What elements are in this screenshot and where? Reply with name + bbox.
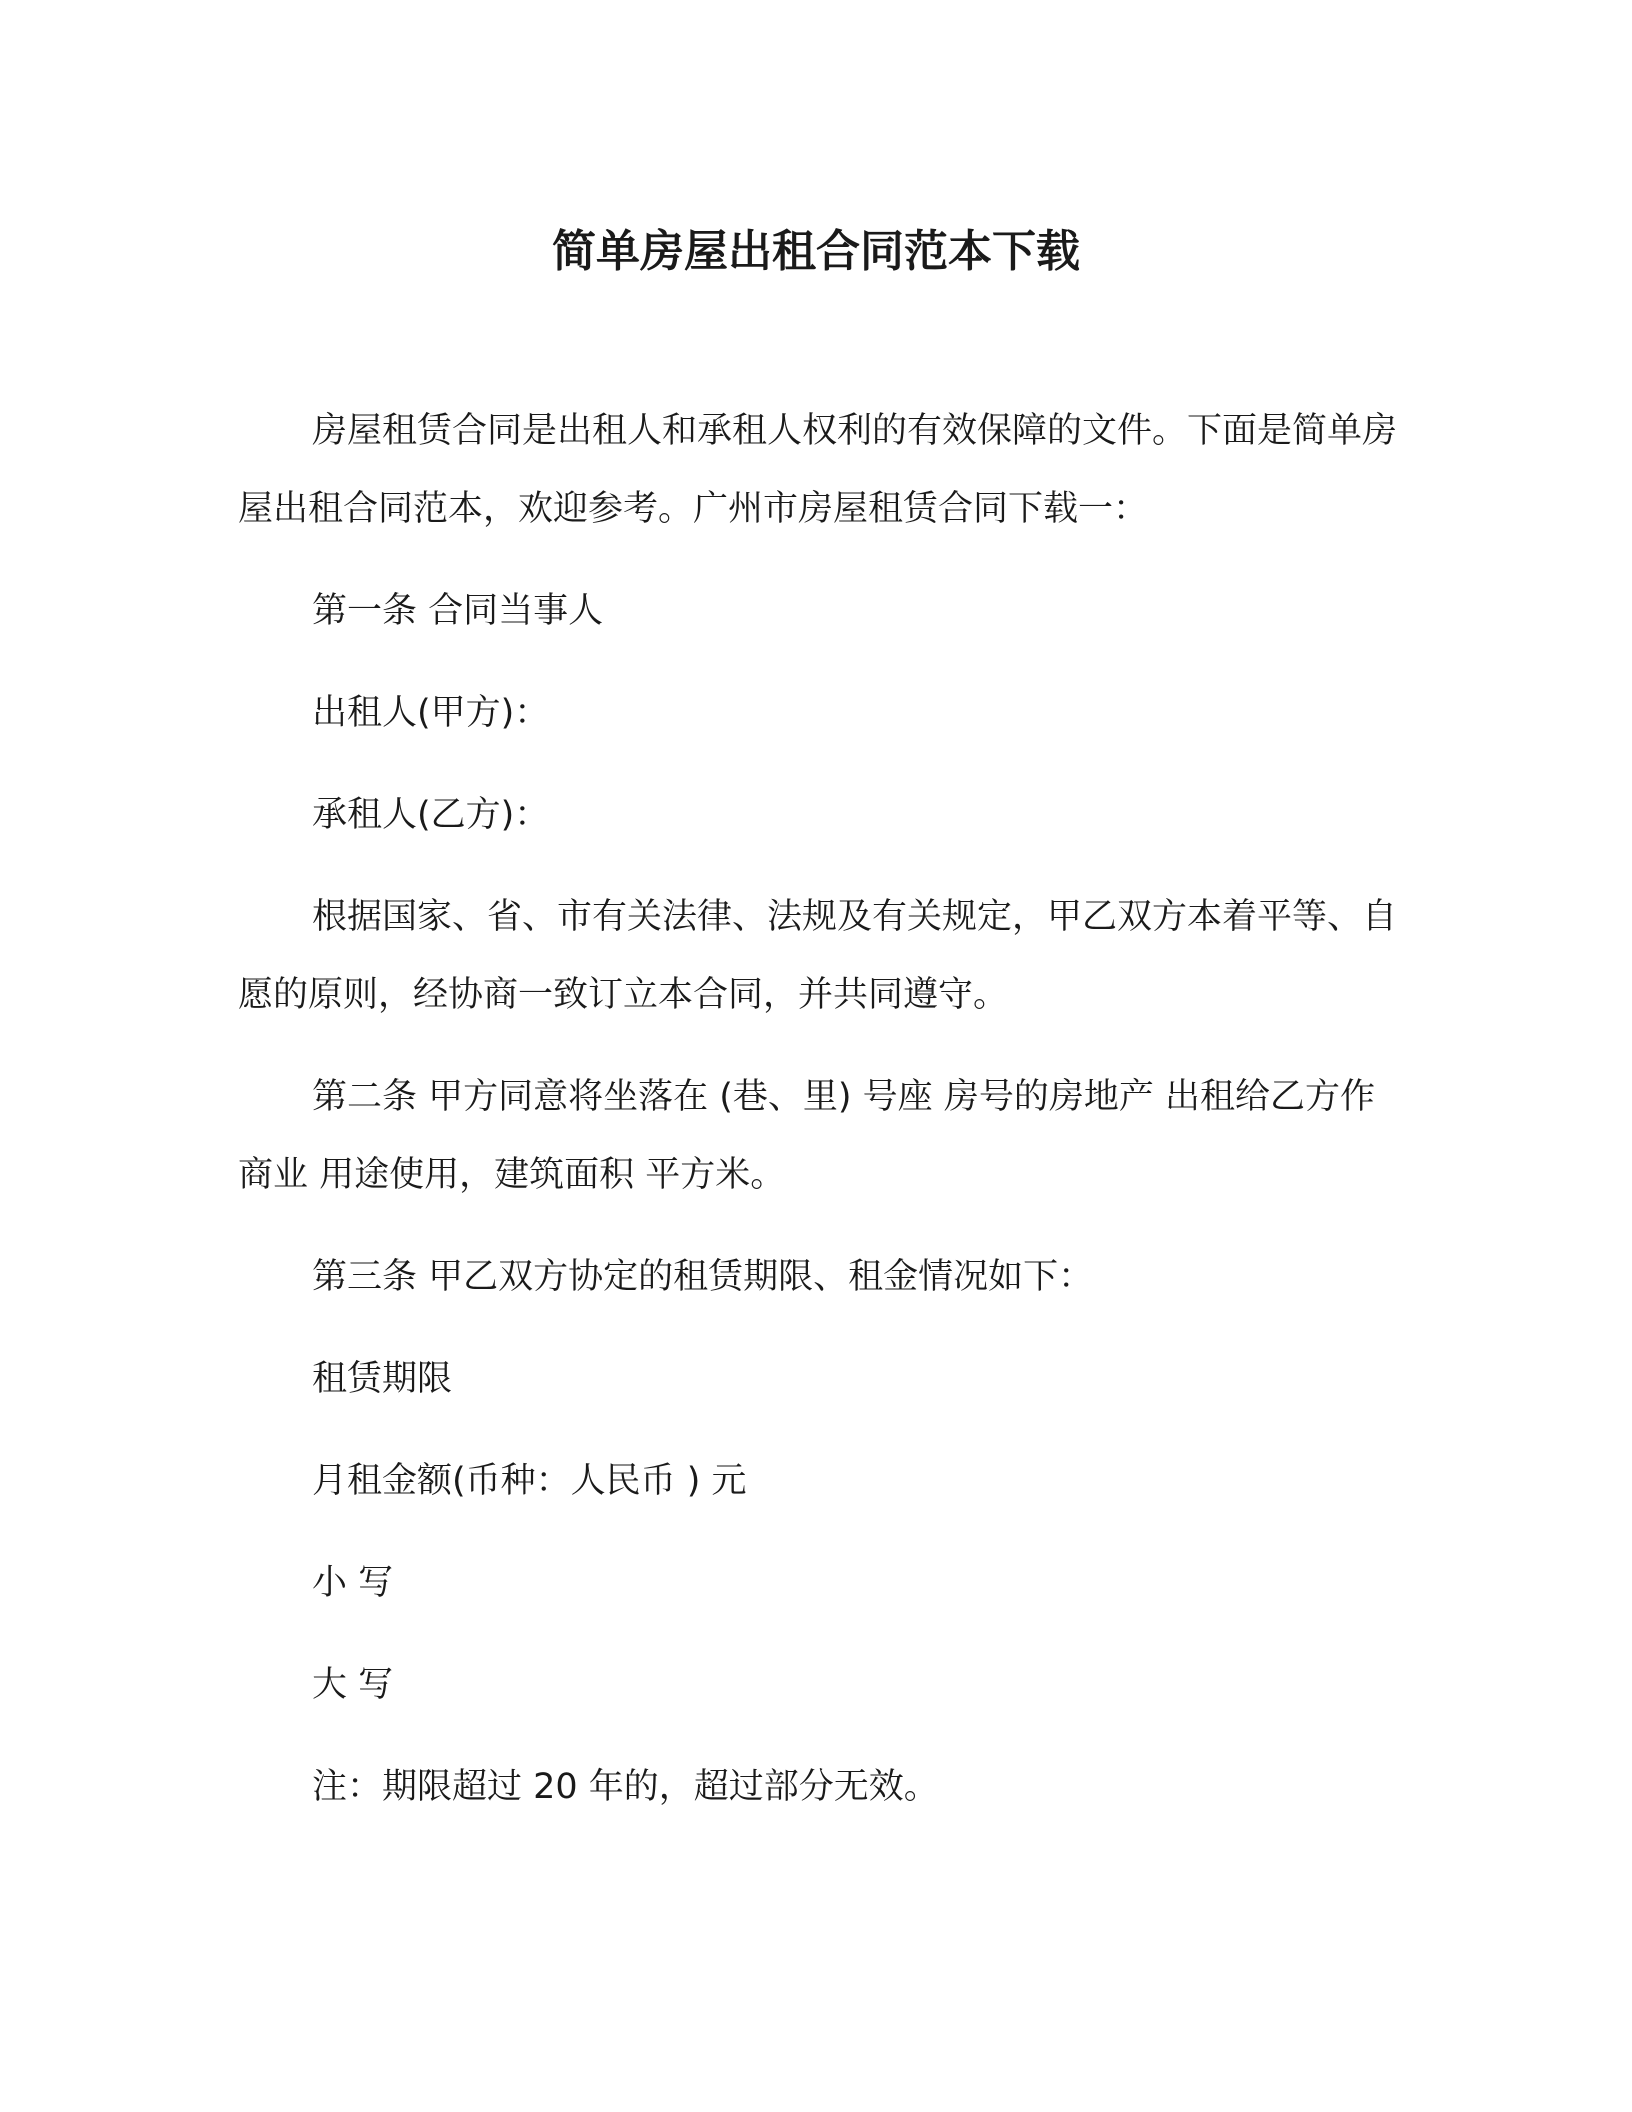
lease-term-line: 租赁期限	[312, 1359, 453, 1399]
note-line: 注：期限超过 20 年的，超过部分无效。	[312, 1767, 939, 1807]
clause-2-paragraph: 第二条 甲方同意将坐落在 (巷、里) 号座 房号的房地产 出租给乙方作 商业 用途使用，建筑面积 平方米。	[238, 1077, 1375, 1195]
intro-paragraph: 房屋租赁合同是出租人和承租人权利的有效保障的文件。下面是简单房屋出租合同范本，欢迎参考。广州市房屋租赁合同下载一：	[238, 411, 1398, 529]
clause-1-heading: 第一条 合同当事人	[312, 591, 604, 631]
lessor-line: 出租人(甲方)：	[312, 693, 550, 733]
amount-lowercase-line: 小 写	[312, 1563, 394, 1603]
amount-uppercase-line: 大 写	[312, 1665, 394, 1705]
document-title: 简单房屋出租合同范本下载	[552, 226, 1080, 277]
document-body	[238, 392, 1398, 1826]
lessee-line: 承租人(乙方)：	[312, 795, 550, 835]
monthly-rent-line: 月租金额(币种：人民币 ) 元	[312, 1461, 747, 1501]
clause-3-heading: 第三条 甲乙双方协定的租赁期限、租金情况如下：	[312, 1257, 1094, 1297]
legal-basis-paragraph: 根据国家、省、市有关法律、法规及有关规定，甲乙双方本着平等、自愿的原则，经协商一致订立本合同，并共同遵守。	[238, 897, 1398, 1015]
